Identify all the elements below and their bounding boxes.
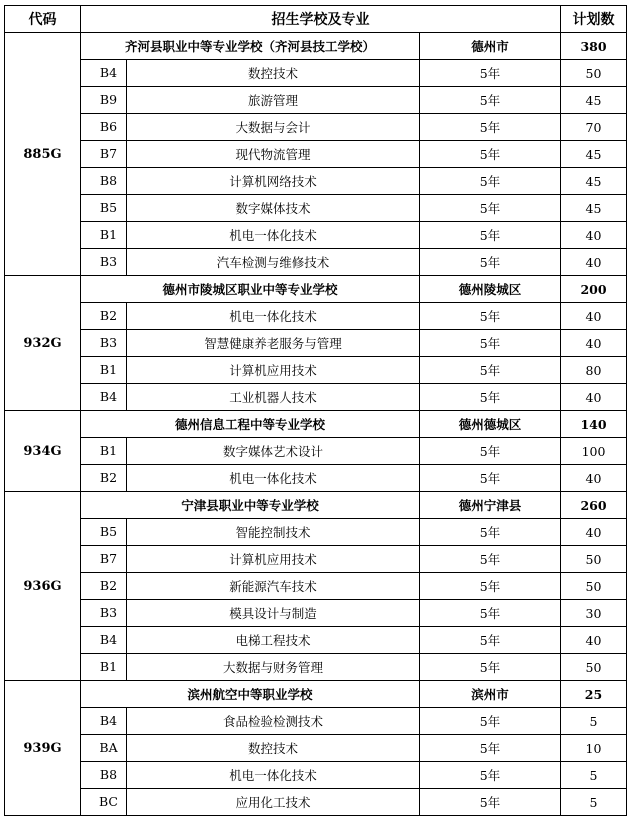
- major-years: 5年: [420, 222, 561, 249]
- major-code: B1: [81, 654, 127, 680]
- major-years: 5年: [420, 735, 561, 762]
- major-years: 5年: [420, 303, 561, 330]
- major-code: B4: [81, 627, 127, 653]
- major-row: [5, 573, 627, 600]
- header-code: 代码: [5, 6, 81, 33]
- major-cell: [81, 222, 420, 249]
- major-name: 机电一体化技术: [229, 768, 317, 783]
- major-name: 模具设计与制造: [229, 606, 317, 621]
- major-row: [5, 195, 627, 222]
- major-code: B4: [81, 708, 127, 734]
- school-location: 德州宁津县: [420, 492, 561, 519]
- major-name: 大数据与财务管理: [222, 660, 323, 675]
- major-name: 计算机应用技术: [229, 363, 317, 378]
- major-plan: 45: [561, 195, 627, 222]
- major-name: 智能控制技术: [235, 525, 311, 540]
- school-plan-total: 25: [561, 681, 627, 708]
- major-plan: 45: [561, 168, 627, 195]
- school-name: 德州信息工程中等专业学校: [81, 411, 420, 438]
- major-cell: [81, 573, 420, 600]
- major-row: [5, 762, 627, 789]
- major-cell: [81, 249, 420, 276]
- major-row: [5, 600, 627, 627]
- major-code: B6: [81, 114, 127, 140]
- major-row: [5, 87, 627, 114]
- major-years: 5年: [420, 654, 561, 681]
- major-years: 5年: [420, 141, 561, 168]
- major-name: 机电一体化技术: [229, 309, 317, 324]
- major-name: 工业机器人技术: [229, 390, 317, 405]
- major-row: [5, 654, 627, 681]
- school-plan-total: 140: [561, 411, 627, 438]
- major-code: B2: [81, 465, 127, 491]
- header-school-major: 招生学校及专业: [81, 6, 561, 33]
- major-years: 5年: [420, 546, 561, 573]
- major-code: B3: [81, 600, 127, 626]
- school-code: 934G: [5, 411, 81, 492]
- major-cell: [81, 357, 420, 384]
- major-years: 5年: [420, 519, 561, 546]
- major-name: 现代物流管理: [235, 147, 311, 162]
- major-name: 数字媒体技术: [235, 201, 311, 216]
- major-cell: [81, 546, 420, 573]
- major-plan: 40: [561, 627, 627, 654]
- major-code: BA: [81, 735, 127, 761]
- major-cell: [81, 762, 420, 789]
- school-location: 德州德城区: [420, 411, 561, 438]
- major-cell: [81, 303, 420, 330]
- major-years: 5年: [420, 249, 561, 276]
- major-cell: [81, 708, 420, 735]
- major-code: B1: [81, 222, 127, 248]
- major-code: B4: [81, 384, 127, 410]
- major-plan: 5: [561, 789, 627, 816]
- major-years: 5年: [420, 114, 561, 141]
- major-cell: [81, 465, 420, 492]
- major-plan: 50: [561, 546, 627, 573]
- major-plan: 40: [561, 519, 627, 546]
- major-row: [5, 735, 627, 762]
- major-cell: [81, 114, 420, 141]
- major-code: B7: [81, 546, 127, 572]
- major-name: 食品检验检测技术: [222, 714, 323, 729]
- major-row: [5, 627, 627, 654]
- major-years: 5年: [420, 762, 561, 789]
- major-years: 5年: [420, 384, 561, 411]
- major-years: 5年: [420, 789, 561, 816]
- major-code: B4: [81, 60, 127, 86]
- major-plan: 45: [561, 87, 627, 114]
- enrollment-table: [4, 5, 627, 816]
- major-name: 智慧健康养老服务与管理: [204, 336, 342, 351]
- major-plan: 45: [561, 141, 627, 168]
- major-plan: 5: [561, 762, 627, 789]
- major-plan: 5: [561, 708, 627, 735]
- major-row: [5, 330, 627, 357]
- major-years: 5年: [420, 708, 561, 735]
- school-code: 936G: [5, 492, 81, 681]
- major-name: 计算机网络技术: [229, 174, 317, 189]
- table-body: [5, 33, 627, 816]
- major-row: [5, 546, 627, 573]
- major-plan: 40: [561, 465, 627, 492]
- major-cell: [81, 384, 420, 411]
- major-row: [5, 114, 627, 141]
- major-cell: [81, 60, 420, 87]
- school-name: 宁津县职业中等专业学校: [81, 492, 420, 519]
- major-name: 数字媒体艺术设计: [222, 444, 323, 459]
- school-name: 滨州航空中等职业学校: [81, 681, 420, 708]
- major-plan: 50: [561, 573, 627, 600]
- school-row: [5, 33, 627, 60]
- header-plan: 计划数: [561, 6, 627, 33]
- major-plan: 50: [561, 654, 627, 681]
- major-cell: [81, 735, 420, 762]
- major-plan: 30: [561, 600, 627, 627]
- major-name: 机电一体化技术: [229, 228, 317, 243]
- school-name: 齐河县职业中等专业学校（齐河县技工学校）: [81, 33, 420, 60]
- major-name: 计算机应用技术: [229, 552, 317, 567]
- major-name: 数控技术: [247, 741, 298, 756]
- major-plan: 100: [561, 438, 627, 465]
- school-code: 932G: [5, 276, 81, 411]
- major-code: B3: [81, 249, 127, 275]
- major-row: [5, 465, 627, 492]
- major-years: 5年: [420, 465, 561, 492]
- major-years: 5年: [420, 330, 561, 357]
- major-years: 5年: [420, 60, 561, 87]
- school-code: 939G: [5, 681, 81, 816]
- major-row: [5, 519, 627, 546]
- major-cell: [81, 330, 420, 357]
- major-cell: [81, 141, 420, 168]
- major-years: 5年: [420, 195, 561, 222]
- major-cell: [81, 87, 420, 114]
- school-plan-total: 260: [561, 492, 627, 519]
- major-plan: 10: [561, 735, 627, 762]
- major-code: B2: [81, 573, 127, 599]
- major-code: B9: [81, 87, 127, 113]
- major-cell: [81, 519, 420, 546]
- major-code: B5: [81, 195, 127, 221]
- major-plan: 40: [561, 303, 627, 330]
- major-years: 5年: [420, 573, 561, 600]
- major-row: [5, 384, 627, 411]
- major-name: 电梯工程技术: [235, 633, 311, 648]
- major-plan: 40: [561, 222, 627, 249]
- major-plan: 80: [561, 357, 627, 384]
- school-row: [5, 492, 627, 519]
- school-plan-total: 200: [561, 276, 627, 303]
- major-row: [5, 141, 627, 168]
- major-row: [5, 60, 627, 87]
- major-row: [5, 249, 627, 276]
- school-code: 885G: [5, 33, 81, 276]
- major-code: B8: [81, 762, 127, 788]
- major-code: BC: [81, 789, 127, 815]
- major-plan: 70: [561, 114, 627, 141]
- school-plan-total: 380: [561, 33, 627, 60]
- major-cell: [81, 438, 420, 465]
- major-years: 5年: [420, 357, 561, 384]
- major-cell: [81, 789, 420, 816]
- major-cell: [81, 195, 420, 222]
- table-header-row: [5, 6, 627, 33]
- major-code: B1: [81, 438, 127, 464]
- major-cell: [81, 600, 420, 627]
- major-years: 5年: [420, 600, 561, 627]
- major-plan: 50: [561, 60, 627, 87]
- major-code: B7: [81, 141, 127, 167]
- school-location: 德州陵城区: [420, 276, 561, 303]
- major-row: [5, 168, 627, 195]
- major-years: 5年: [420, 87, 561, 114]
- major-plan: 40: [561, 249, 627, 276]
- school-row: [5, 681, 627, 708]
- major-name: 机电一体化技术: [229, 471, 317, 486]
- major-name: 应用化工技术: [235, 795, 311, 810]
- major-plan: 40: [561, 384, 627, 411]
- major-code: B1: [81, 357, 127, 383]
- major-name: 旅游管理: [247, 93, 298, 108]
- major-plan: 40: [561, 330, 627, 357]
- major-cell: [81, 168, 420, 195]
- major-row: [5, 303, 627, 330]
- major-row: [5, 438, 627, 465]
- major-code: B5: [81, 519, 127, 545]
- major-row: [5, 357, 627, 384]
- major-cell: [81, 627, 420, 654]
- major-cell: [81, 654, 420, 681]
- major-row: [5, 789, 627, 816]
- school-location: 德州市: [420, 33, 561, 60]
- major-name: 汽车检测与维修技术: [216, 255, 330, 270]
- major-code: B3: [81, 330, 127, 356]
- school-row: [5, 411, 627, 438]
- major-years: 5年: [420, 438, 561, 465]
- major-code: B8: [81, 168, 127, 194]
- major-name: 新能源汽车技术: [229, 579, 317, 594]
- major-row: [5, 708, 627, 735]
- major-years: 5年: [420, 627, 561, 654]
- school-row: [5, 276, 627, 303]
- school-name: 德州市陵城区职业中等专业学校: [81, 276, 420, 303]
- major-row: [5, 222, 627, 249]
- school-location: 滨州市: [420, 681, 561, 708]
- major-years: 5年: [420, 168, 561, 195]
- major-name: 数控技术: [247, 66, 298, 81]
- major-code: B2: [81, 303, 127, 329]
- major-name: 大数据与会计: [235, 120, 311, 135]
